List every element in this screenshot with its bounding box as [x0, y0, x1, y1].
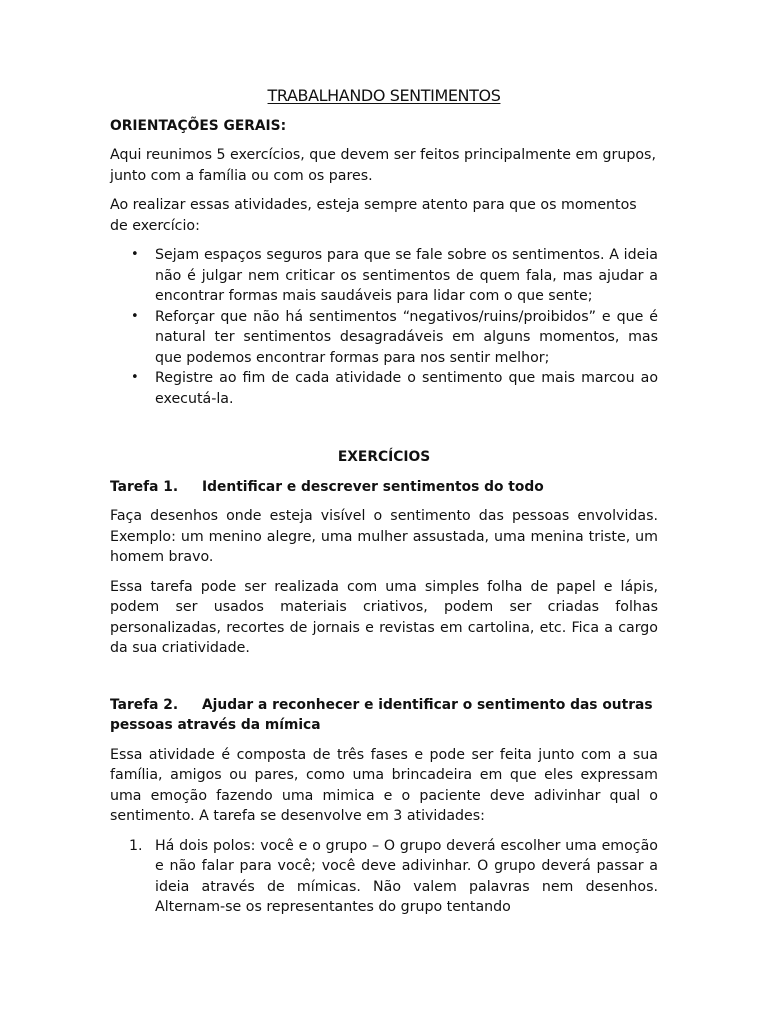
task2-paragraph: Essa atividade é composta de três fases e pode ser feita junto com a sua família, amigos ou pares, como uma brincadeira em que eles expressam uma emoção fazendo uma mimica e o paciente deve adivinhar qual o sentimento. A tarefa se desenvolve em 3 atividades: [110, 746, 658, 824]
task2-activities-list [110, 836, 658, 918]
exercises-heading: EXERCÍCIOS [337, 449, 431, 465]
activity-marker: 1. [129, 837, 143, 854]
task2-title: Ajudar a reconhecer e identificar o sentimento das outras pessoas através da mímica [110, 696, 653, 733]
guideline-item: • Sejam espaços seguros para que se fale sobre os sentimentos. A ideia não é julgar nem criticar os sentimentos de quem fala, mas ajudar a encontrar formas mais saudáveis para lidar com o que sente; [155, 245, 658, 307]
attention-paragraph: Ao realizar essas atividades, esteja sempre atento para que os momentos de exercício: [110, 197, 637, 234]
activity-text: Há dois polos: você e o grupo – O grupo deverá escolher uma emoção e não falar para você; você deve adivinhar. O grupo deverá passar a ideia através de mímicas. Não valem palavras nem desenhos. Alternam-se os representantes do grupo tentando [155, 837, 658, 915]
task1-number: Tarefa 1. [110, 478, 179, 495]
guideline-item: • Registre ao fim de cada atividade o sentimento que mais marcou ao executá-la. [155, 368, 658, 409]
orientations-heading: ORIENTAÇÕES GERAIS: [110, 117, 287, 134]
intro-paragraph: Aqui reunimos 5 exercícios, que devem ser feitos principalmente em grupos, junto com a família ou com os pares. [110, 147, 656, 184]
task2-number: Tarefa 2. [110, 696, 179, 713]
guidelines-list [110, 245, 658, 409]
task1-title: Identificar e descrever sentimentos do todo [202, 478, 544, 495]
task2-heading [110, 695, 658, 736]
task1-heading [110, 477, 658, 498]
document-title: TRABALHANDO SENTIMENTOS [267, 86, 501, 105]
task1-paragraph: Faça desenhos onde esteja visível o sentimento das pessoas envolvidas. Exemplo: um menino alegre, uma mulher assustada, uma menina triste, um homem bravo. [110, 508, 658, 565]
task1-paragraph: Essa tarefa pode ser realizada com uma simples folha de papel e lápis, podem ser usados materiais criativos, podem ser criadas folhas personalizadas, recortes de jornais e revistas em cartolina, etc. Fica a cargo da sua criatividade. [110, 578, 658, 656]
activity-item [129, 836, 658, 918]
guideline-item: • Reforçar que não há sentimentos “negativos/ruins/proibidos” e que é natural ter sentimentos desagradáveis em alguns momentos, mas que podemos encontrar formas para nos sentir melhor; [155, 307, 658, 369]
